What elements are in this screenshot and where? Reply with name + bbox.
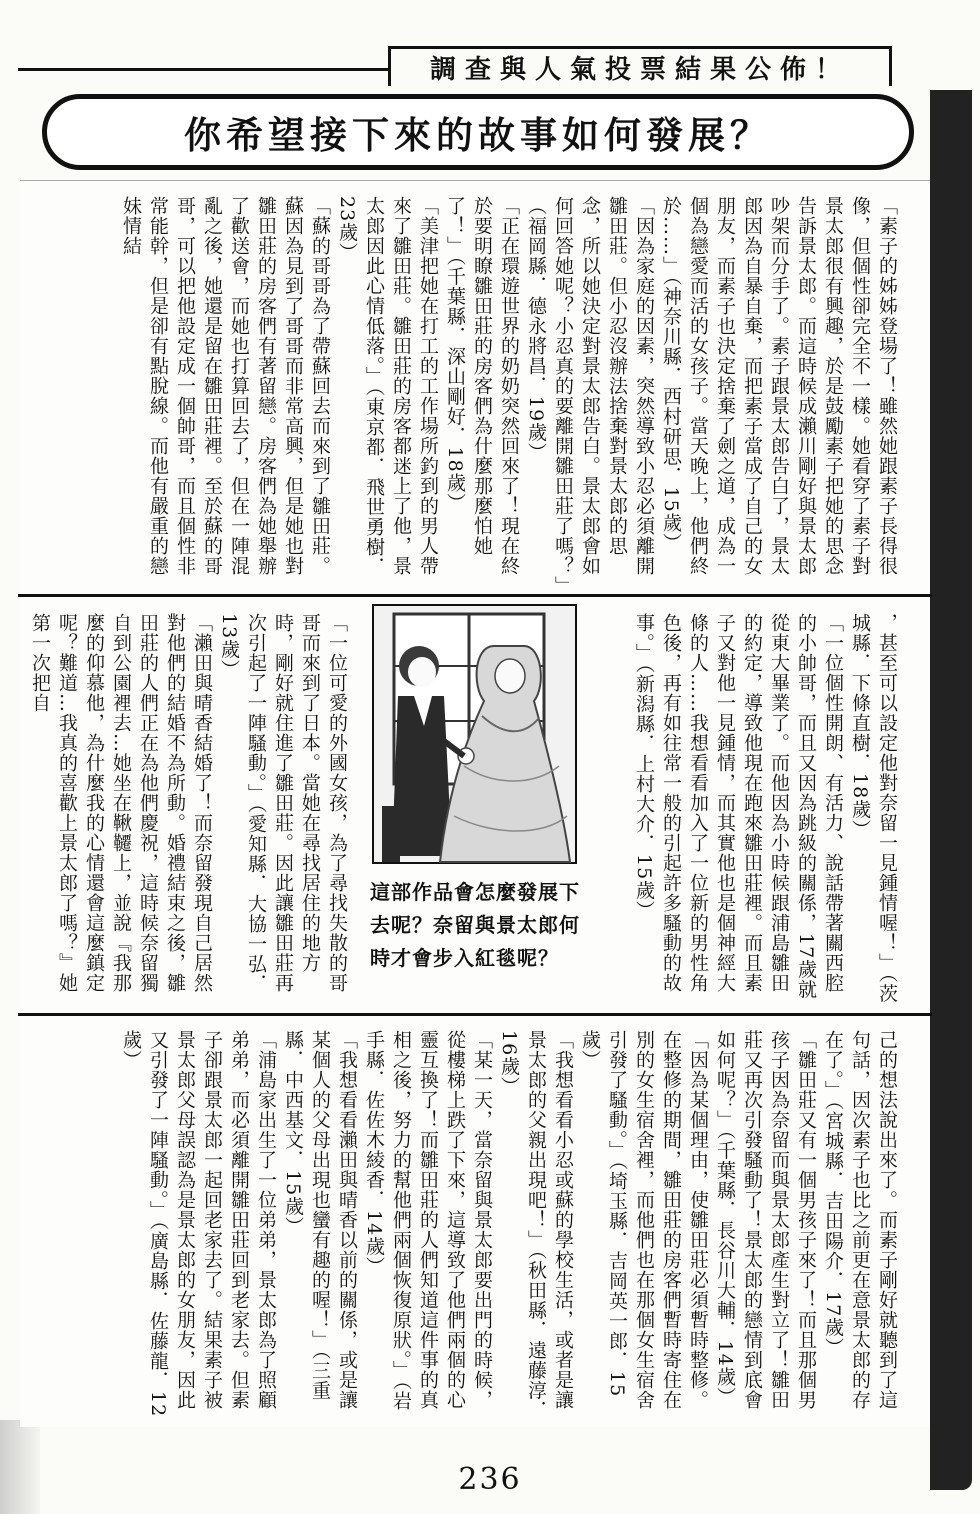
reader-comments-2-left: 「一位可愛的外國女孩，為了尋找失散的哥哥而來到了日本。當她在尋找居住的地方時，剛好就住進了雛田莊。因此讓雛田莊再次引起了一陣騷動。」（愛知縣．大協一弘．13歲） 「瀨田與晴香結婚了！而奈留發現自己居然對他們的結婚不為所動。婚禮結束之後，雛田莊的人們正在為他們慶祝，這時候奈留獨自到公園裡去…她坐在鞦韆上，並說『我那麼的仰慕他，為什麼我的心情還會這麼鎮定呢？難道…我真的喜歡上景太郎了嗎？』她第一次把自 [29,613,348,994]
page-title: 你希望接下來的故事如何發展？ [42,94,914,170]
section-divider [18,1013,932,1016]
reader-comments-3: 己的想法說出來了。而素子剛好就聽到了這句話，因次素子也比之前更在意景太郎的存在了。」（宮城縣．吉田陽介．17歲） 「雛田莊又有一個男孩子來了！而且那個男孩子因為奈留而與景太郎產生對立了！雛田莊又再次引發騷動了！景太郎的戀情到底會如何呢？」（千葉縣．長谷川大輔．14歲） 「因為某個理由，使雛田莊必須暫時整修。在整修的期間，雛田莊的房客們暫時寄住在別的女生宿舍裡，而他們也在那個女生宿舍引發了騷動。」（埼玉縣．吉岡英一郎．15歲） 「我想看看小忍或蘇的學校生活，或者是讓景太郎的父親出現吧！」（秋田縣．遠藤淳．16歲） 「某一天，當奈留與景太郎要出門的時候，從樓梯上跌了下來，這導致了他們兩個的心靈互換了！而雛田莊的人們知道這件事的真相之後，努力的幫他們兩個恢復原狀。」（岩手縣．佐佐木綾香．14歲） 「我想看看瀨田與晴香以前的關係，或是讓某個人的父母出現也蠻有趣的喔！」（三重縣．中西基文．15歲） 「浦島家出生了一位弟弟，景太郎為了照顧弟弟，而必須離開雛田莊回到老家去。但素子卻跟景太郎一起回老家去了。結果素子被景太郎父母誤認為是景太郎的女朋友，因此又引發了一陣騷動。」（廣島縣．佐藤龍．12歲） [120,1030,898,1421]
header-tag: 調查與人氣投票結果公佈！ [388,46,892,86]
wedding-couple-illustration [374,606,575,862]
page-number: 236 [458,1462,522,1497]
page-corner-shade [0,1420,40,1514]
page-edge-strip [930,90,972,1490]
reader-comments-2-right: ，甚至可以設定他對奈留一見鍾情喔！」（茨城縣．下條直樹．18歲） 「一位個性開朗、有活力、說話帶著關西腔的小帥哥，而且又因為跳級的關係，17歲就從東大畢業了。而他因為小時候跟浦島雛田的約定，導致他現在跑來雛田莊裡。而且素子又對他一見鍾情，而其實他也是個神經大條的人……我想看看加入了一位新的男性角色後，再有如往常一般的引起許多騷動的故事。」（新潟縣．上村大介．15歲） [633,613,898,1004]
section-divider [18,594,932,597]
illustration-caption: 這部作品會怎麼發展下去呢？奈留與景太郎何時才會步入紅毯呢？ [370,880,580,970]
wedding-illustration [372,604,577,864]
header-rule [18,68,393,71]
reader-comments-1: 「素子的姊姊登場了！雖然她跟素子長得很像，但個性卻完全不一樣。她看穿了素子對景太郎很有興趣，於是鼓勵素子把她的思念告訴景太郎。而這時候成瀨川剛好與景太郎吵架而分手了。素子跟景太郎告白了，景太郎因為自暴自棄，而把素子當成了自己的女朋友，而素子也決定捨棄了劍之道，成為一個為戀愛而活的女孩子。當天晚上，他們終於……」（神奈川縣．西村研思．15歲） 「因為家庭的因素，突然導致小忍必須離開雛田莊。但小忍沒辦法捨棄對景太郎的思念，所以她決定對景太郎告白。景太郎會如何回答她呢？小忍真的要離開雛田莊了嗎？」（福岡縣．德永將昌．19歲） 「正在環遊世界的奶奶突然回來了！現在終於要明瞭雛田莊的房客們為什麼那麼怕她了！」（千葉縣．深山剛好．18歲） 「美津把她在打工的工作場所釣到的男人帶來了雛田莊。雛田莊的房客都迷上了他，景太郎因此心情低落。」（東京都．飛世勇樹．23歲） 「蘇的哥哥為了帶蘇回去而來到了雛田莊。蘇因為見到了哥哥而非常高興，但是她也對雛田莊的房客們有著留戀。房客們為她舉辦了歡送會，而她也打算回去了，但在一陣混亂之後，她還是留在雛田莊裡。至於蘇的哥哥，可以把他設定成一個帥哥，而且個性非常能幹，但是卻有點脫線。而他有嚴重的戀妹情結 [120,196,898,587]
